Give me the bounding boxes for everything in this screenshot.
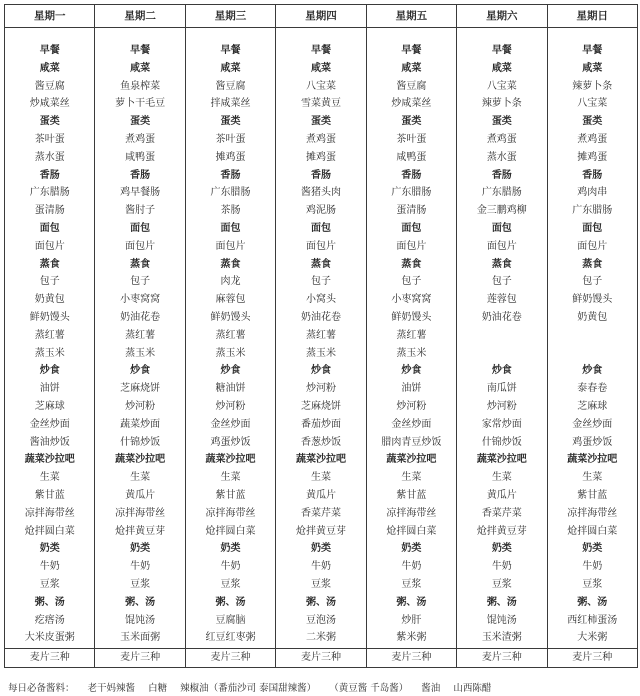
menu-item: 酱豆腐 [34, 80, 65, 92]
menu-item: 鸡早餐肠 [120, 187, 161, 199]
menu-category-label: 香肠 [310, 169, 331, 181]
menu-category-label: 蒸食 [310, 258, 331, 270]
menu-item: 包子 [491, 276, 512, 288]
menu-category-label: 咸菜 [401, 62, 422, 74]
menu-item: 炝拌黄豆芽 [476, 525, 527, 537]
menu-category-label: 咸菜 [130, 62, 151, 74]
menu-item [548, 345, 637, 363]
menu-category-label: 蛋类 [220, 116, 241, 128]
menu-category-label: 蔬菜沙拉吧 [476, 454, 527, 466]
menu-category-label: 香肠 [39, 169, 60, 181]
menu-category-label: 面包 [491, 222, 512, 234]
menu-item: 什锦炒饭 [481, 436, 522, 448]
menu-item: 蛋清肠 [396, 205, 427, 217]
footer-cell-wed: 麦片三种 [185, 649, 275, 668]
condiment-item: 白糖 [148, 683, 168, 694]
menu-category-label: 奶类 [130, 543, 151, 555]
menu-item: 莲蓉包 [486, 294, 517, 306]
menu-category-label: 蛋类 [491, 116, 512, 128]
menu-item: 辣萝卜条 [572, 80, 613, 92]
day-header-wed: 星期三 [185, 5, 275, 28]
menu-item: 香菜芹菜 [481, 507, 522, 519]
menu-item: 雪菜黄豆 [300, 98, 341, 110]
menu-category-label: 蔬菜沙拉吧 [386, 454, 437, 466]
day-column-mon [5, 28, 95, 649]
menu-item: 蒸红薯 [34, 329, 65, 341]
menu-category-label: 早餐 [401, 45, 422, 56]
menu-item: 牛奶 [130, 561, 151, 573]
menu-item: 生菜 [310, 472, 331, 484]
menu-category-label: 早餐 [130, 45, 151, 56]
menu-item: 牛奶 [401, 561, 422, 573]
menu-item [457, 327, 546, 345]
menu-item: 摊鸡蛋 [577, 151, 608, 163]
menu-category-label: 咸菜 [220, 62, 241, 74]
menu-item: 广东腊肠 [572, 205, 613, 217]
menu-item: 大米粥 [577, 632, 608, 644]
condiment-item: 老干妈辣酱 [87, 683, 136, 694]
menu-item: 大米皮蛋粥 [24, 632, 75, 644]
menu-item: 炒河粉 [305, 383, 336, 395]
menu-category-label: 蔬菜沙拉吧 [205, 454, 256, 466]
menu-item: 炝拌圆白菜 [24, 525, 75, 537]
menu-item: 炝拌黄豆芽 [295, 525, 346, 537]
menu-category-label: 炒食 [39, 365, 60, 377]
menu-category-label: 蒸食 [130, 258, 151, 270]
menu-item: 奶油花卷 [120, 311, 161, 323]
menu-item: 腊肉青豆炒饭 [381, 436, 442, 448]
menu-item: 摊鸡蛋 [305, 151, 336, 163]
menu-item: 酱肘子 [125, 205, 156, 217]
menu-item: 酱豆腐 [215, 80, 246, 92]
day-header-row [5, 5, 638, 28]
menu-item: 萝卜干毛豆 [115, 98, 166, 110]
menu-category-label: 奶类 [39, 543, 60, 555]
menu-item: 炝拌圆白菜 [386, 525, 437, 537]
menu-item: 包子 [401, 276, 422, 288]
menu-item: 奶油花卷 [300, 311, 341, 323]
menu-category-label: 早餐 [39, 45, 60, 56]
menu-category-label: 蛋类 [130, 116, 151, 128]
menu-category-label: 炒食 [310, 365, 331, 377]
menu-item: 酱猪头肉 [300, 187, 341, 199]
menu-item: 茶叶蛋 [215, 133, 246, 145]
menu-item: 炝拌圆白菜 [205, 525, 256, 537]
menu-category-label: 早餐 [310, 45, 331, 56]
menu-item: 鱼泉榨菜 [120, 80, 161, 92]
menu-item: 芝麻球 [577, 400, 608, 412]
menu-category-label: 面包 [130, 222, 151, 234]
condiments-label: 每日必备酱料： [8, 683, 75, 694]
menu-item: 泰春卷 [577, 383, 608, 395]
menu-item: 牛奶 [39, 561, 60, 573]
menu-item: 香菜芹菜 [300, 507, 341, 519]
menu-item: 八宝菜 [305, 80, 336, 92]
menu-items-row [5, 28, 638, 649]
menu-item: 小枣窝窝 [120, 294, 161, 306]
menu-category-label: 香肠 [401, 169, 422, 181]
menu-item: 辣萝卜条 [481, 98, 522, 110]
menu-item: 咸鸭蛋 [125, 151, 156, 163]
menu-item: 奶黄包 [34, 294, 65, 306]
menu-category-label: 奶类 [491, 543, 512, 555]
menu-item: 紫甘蓝 [215, 489, 246, 501]
menu-item: 炒咸菜丝 [29, 98, 70, 110]
menu-item: 煮鸡蛋 [305, 133, 336, 145]
menu-item: 红豆红枣粥 [205, 632, 256, 644]
menu-item: 凉拌海带丝 [386, 507, 437, 519]
menu-category-label: 蔬菜沙拉吧 [567, 454, 618, 466]
menu-item: 玉米面粥 [120, 632, 161, 644]
menu-category-label: 粥、汤 [486, 596, 517, 608]
menu-item: 金丝炒面 [29, 418, 70, 430]
menu-category-label: 奶类 [220, 543, 241, 555]
menu-category-label: 粥、汤 [305, 596, 336, 608]
menu-item [548, 327, 637, 345]
day-header-sun: 星期日 [547, 5, 637, 28]
menu-item: 茶叶蛋 [396, 133, 427, 145]
menu-category-label: 面包 [401, 222, 422, 234]
menu-item: 面包片 [396, 240, 427, 252]
condiment-item: 酱油 [421, 683, 441, 694]
menu-item: 广东腊肠 [481, 187, 522, 199]
menu-item: 麻蓉包 [215, 294, 246, 306]
menu-item: 豆浆 [39, 578, 60, 590]
menu-item: 生菜 [401, 472, 422, 484]
condiment-item: 辣椒油（番茄沙司 泰国甜辣酱） [180, 683, 317, 694]
menu-item: 鲜奶馒头 [210, 311, 251, 323]
menu-item: 油饼 [39, 383, 60, 395]
menu-item: 蒸玉米 [215, 347, 246, 359]
menu-category-label: 蒸食 [582, 258, 603, 270]
menu-category-label: 香肠 [130, 169, 151, 181]
menu-item: 八宝菜 [577, 98, 608, 110]
menu-category-label: 奶类 [310, 543, 331, 555]
menu-item: 煮鸡蛋 [486, 133, 517, 145]
day-column-sun [547, 28, 637, 649]
day-header-fri: 星期五 [366, 5, 456, 28]
menu-category-label: 炒食 [130, 365, 151, 377]
menu-category-label: 蔬菜沙拉吧 [24, 454, 75, 466]
menu-item: 凉拌海带丝 [205, 507, 256, 519]
menu-item: 香葱炒饭 [300, 436, 341, 448]
menu-category-label: 蛋类 [401, 116, 422, 128]
menu-item: 紫甘蓝 [34, 489, 65, 501]
day-column-wed [185, 28, 275, 649]
menu-item: 蒸红薯 [125, 329, 156, 341]
menu-item: 蔬菜炒面 [120, 418, 161, 430]
menu-item: 鸡蛋炒饭 [210, 436, 251, 448]
day-header-sat: 星期六 [457, 5, 547, 28]
menu-item: 豆浆 [310, 578, 331, 590]
footer-cell-thu: 麦片三种 [276, 649, 366, 668]
menu-item: 炒河粉 [125, 400, 156, 412]
footer-cell-sun: 麦片三种 [547, 649, 637, 668]
menu-item: 蛋清肠 [34, 205, 65, 217]
menu-item: 馄饨汤 [486, 614, 517, 626]
menu-item: 鸡泥肠 [305, 205, 336, 217]
menu-category-label: 粥、汤 [396, 596, 427, 608]
menu-category-label: 早餐 [582, 45, 603, 56]
menu-item: 面包片 [125, 240, 156, 252]
menu-item: 豆浆 [220, 578, 241, 590]
menu-item: 牛奶 [491, 561, 512, 573]
menu-item: 玉米渣粥 [481, 632, 522, 644]
menu-item: 炝拌黄豆芽 [115, 525, 166, 537]
menu-category-label: 蛋类 [582, 116, 603, 128]
footer-cell-sat: 麦片三种 [457, 649, 547, 668]
menu-item: 凉拌海带丝 [24, 507, 75, 519]
menu-item: 糖油饼 [215, 383, 246, 395]
menu-category-label: 香肠 [220, 169, 241, 181]
menu-item: 牛奶 [220, 561, 241, 573]
menu-item: 鸡肉串 [577, 187, 608, 199]
menu-item: 生菜 [220, 472, 241, 484]
day-column-thu [276, 28, 366, 649]
menu-item: 鲜奶馒头 [391, 311, 432, 323]
menu-item: 奶黄包 [577, 311, 608, 323]
menu-category-label: 香肠 [491, 169, 512, 181]
cereal-footer-row [5, 649, 638, 668]
menu-item: 紫米粥 [396, 632, 427, 644]
menu-item: 凉拌海带丝 [567, 507, 618, 519]
menu-category-label: 面包 [310, 222, 331, 234]
menu-item: 金丝炒面 [391, 418, 432, 430]
menu-item: 茶肠 [220, 205, 241, 217]
menu-category-label: 蛋类 [310, 116, 331, 128]
condiment-item: 山西陈醋 [453, 683, 492, 694]
menu-item: 紫甘蓝 [396, 489, 427, 501]
menu-item: 面包片 [34, 240, 65, 252]
menu-category-label: 香肠 [582, 169, 603, 181]
menu-category-label: 蔬菜沙拉吧 [295, 454, 346, 466]
menu-item: 鲜奶馒头 [29, 311, 70, 323]
menu-category-label: 咸菜 [310, 62, 331, 74]
condiment-item: （黄豆酱 千岛酱） [329, 683, 409, 694]
menu-item: 豆浆 [130, 578, 151, 590]
menu-item: 豆浆 [491, 578, 512, 590]
menu-item: 黄瓜片 [125, 489, 156, 501]
menu-item: 生菜 [491, 472, 512, 484]
menu-item: 牛奶 [582, 561, 603, 573]
menu-item: 炒肝 [401, 614, 422, 626]
menu-item: 面包片 [577, 240, 608, 252]
menu-item: 黄瓜片 [486, 489, 517, 501]
menu-item [457, 345, 546, 363]
menu-category-label: 炒食 [582, 365, 603, 377]
menu-item: 鲜奶馒头 [572, 294, 613, 306]
menu-item: 炒河粉 [215, 400, 246, 412]
menu-item: 肉龙 [220, 276, 241, 288]
menu-item: 蒸水蛋 [486, 151, 517, 163]
menu-item: 八宝菜 [486, 80, 517, 92]
day-header-thu: 星期四 [276, 5, 366, 28]
menu-item: 豆浆 [401, 578, 422, 590]
menu-item: 奶油花卷 [481, 311, 522, 323]
menu-item: 包子 [310, 276, 331, 288]
menu-item: 蒸红薯 [305, 329, 336, 341]
menu-item: 金三鹏鸡柳 [476, 205, 527, 217]
menu-item: 疙瘩汤 [34, 614, 65, 626]
menu-category-label: 早餐 [220, 45, 241, 56]
menu-item: 馄饨汤 [125, 614, 156, 626]
menu-category-label: 蒸食 [39, 258, 60, 270]
menu-item: 广东腊肠 [29, 187, 70, 199]
footer-cell-mon: 麦片三种 [5, 649, 95, 668]
menu-category-label: 蒸食 [491, 258, 512, 270]
menu-item: 包子 [130, 276, 151, 288]
menu-item: 凉拌海带丝 [115, 507, 166, 519]
menu-item: 芝麻烧饼 [120, 383, 161, 395]
menu-item: 蒸玉米 [34, 347, 65, 359]
day-column-fri [366, 28, 456, 649]
menu-item: 蒸玉米 [125, 347, 156, 359]
menu-item: 炒河粉 [486, 400, 517, 412]
menu-item: 面包片 [215, 240, 246, 252]
menu-item: 西红柿蛋汤 [567, 614, 618, 626]
menu-item: 咸鸭蛋 [396, 151, 427, 163]
menu-category-label: 粥、汤 [577, 596, 608, 608]
menu-category-label: 蒸食 [220, 258, 241, 270]
menu-item: 金丝炒面 [210, 418, 251, 430]
day-column-sat [457, 28, 547, 649]
menu-category-label: 粥、汤 [125, 596, 156, 608]
menu-item: 豆浆 [582, 578, 603, 590]
menu-item: 炒河粉 [396, 400, 427, 412]
menu-item: 面包片 [486, 240, 517, 252]
day-header-mon: 星期一 [5, 5, 95, 28]
menu-category-label: 粥、汤 [215, 596, 246, 608]
menu-item: 拌咸菜丝 [210, 98, 251, 110]
menu-category-label: 咸菜 [491, 62, 512, 74]
menu-item: 煮鸡蛋 [125, 133, 156, 145]
menu-category-label: 炒食 [220, 365, 241, 377]
menu-category-label: 粥、汤 [34, 596, 65, 608]
footer-cell-tue: 麦片三种 [95, 649, 185, 668]
menu-item: 生菜 [582, 472, 603, 484]
menu-item: 包子 [582, 276, 603, 288]
menu-category-label: 奶类 [582, 543, 603, 555]
menu-item: 豆腐脑 [215, 614, 246, 626]
menu-item: 炒咸菜丝 [391, 98, 432, 110]
menu-item: 酱豆腐 [396, 80, 427, 92]
menu-item: 生菜 [39, 472, 60, 484]
menu-category-label: 咸菜 [582, 62, 603, 74]
menu-item: 生菜 [130, 472, 151, 484]
menu-item: 小窝头 [305, 294, 336, 306]
menu-item: 黄瓜片 [305, 489, 336, 501]
menu-item: 蒸红薯 [396, 329, 427, 341]
menu-item: 摊鸡蛋 [215, 151, 246, 163]
menu-category-label: 咸菜 [39, 62, 60, 74]
menu-item: 二米粥 [305, 632, 336, 644]
menu-item: 煮鸡蛋 [577, 133, 608, 145]
menu-category-label: 面包 [39, 222, 60, 234]
weekly-breakfast-menu-table [4, 4, 638, 668]
menu-item: 广东腊肠 [210, 187, 251, 199]
menu-category-label: 面包 [582, 222, 603, 234]
menu-item: 茶叶蛋 [34, 133, 65, 145]
menu-item: 炝拌圆白菜 [567, 525, 618, 537]
menu-category-label: 蒸食 [401, 258, 422, 270]
menu-category-label: 蛋类 [39, 116, 60, 128]
menu-item: 包子 [39, 276, 60, 288]
menu-item: 小枣窝窝 [391, 294, 432, 306]
day-column-tue [95, 28, 185, 649]
menu-item: 面包片 [305, 240, 336, 252]
menu-category-label: 奶类 [401, 543, 422, 555]
menu-category-label: 炒食 [401, 365, 422, 377]
menu-item: 牛奶 [310, 561, 331, 573]
menu-item: 蒸玉米 [396, 347, 427, 359]
menu-item: 什锦炒饭 [120, 436, 161, 448]
day-header-tue: 星期二 [95, 5, 185, 28]
menu-item: 蒸水蛋 [34, 151, 65, 163]
menu-category-label: 炒食 [491, 365, 512, 377]
menu-item: 油饼 [401, 383, 422, 395]
menu-item: 金丝炒面 [572, 418, 613, 430]
footer-cell-fri: 麦片三种 [366, 649, 456, 668]
menu-item: 家常炒面 [481, 418, 522, 430]
menu-item: 鸡蛋炒饭 [572, 436, 613, 448]
menu-category-label: 面包 [220, 222, 241, 234]
menu-item: 广东腊肠 [391, 187, 432, 199]
menu-item: 酱油炒饭 [29, 436, 70, 448]
menu-item: 南瓜饼 [486, 383, 517, 395]
menu-item: 豆泡汤 [305, 614, 336, 626]
menu-item: 蒸玉米 [305, 347, 336, 359]
menu-category-label: 早餐 [491, 45, 512, 56]
menu-item: 芝麻球 [34, 400, 65, 412]
menu-category-label: 蔬菜沙拉吧 [115, 454, 166, 466]
condiments-note [8, 680, 501, 694]
menu-item: 蒸红薯 [215, 329, 246, 341]
menu-item: 紫甘蓝 [577, 489, 608, 501]
menu-item: 番茄炒面 [300, 418, 341, 430]
menu-item: 芝麻烧饼 [300, 400, 341, 412]
